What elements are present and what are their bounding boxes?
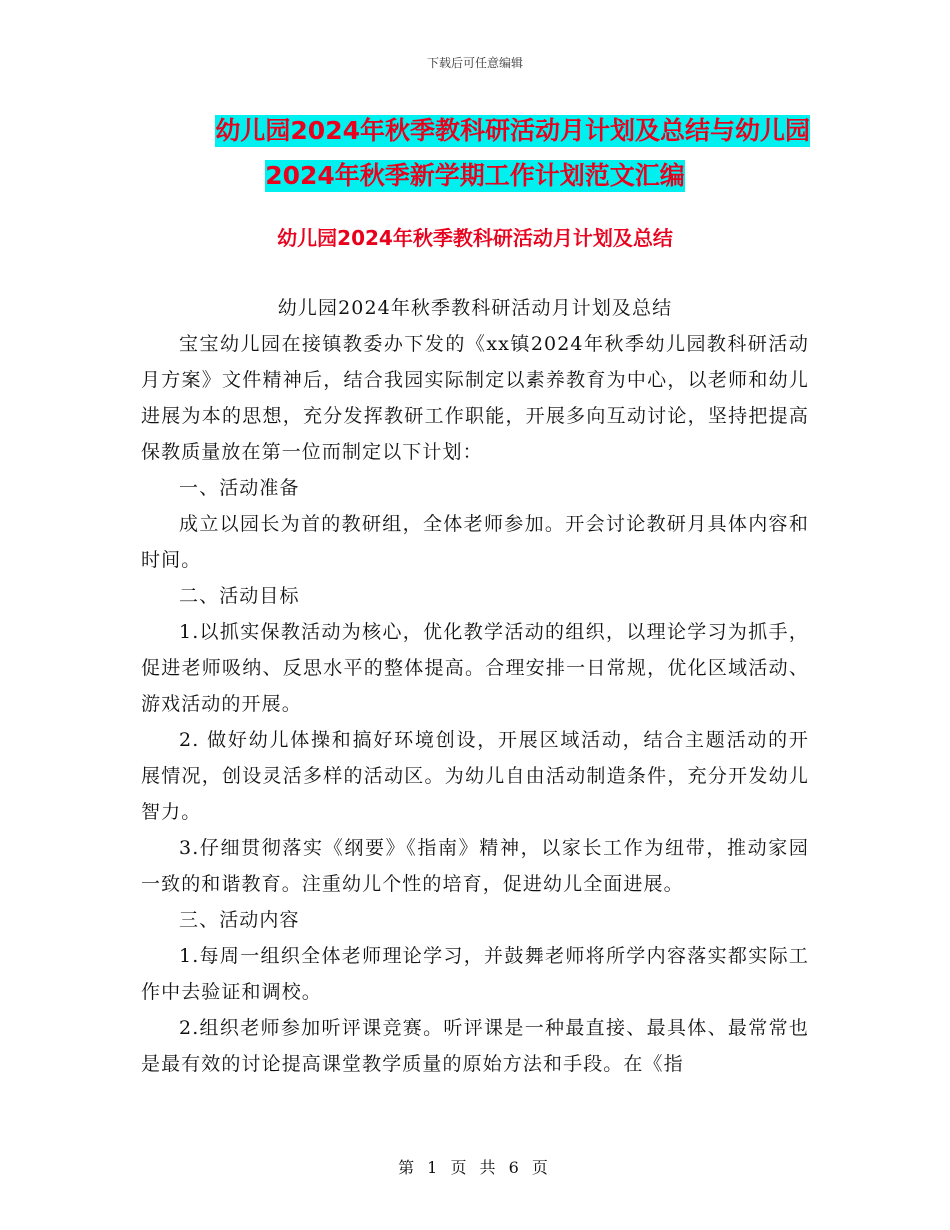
document-body	[141, 290, 809, 1082]
body-paragraph: 1.每周一组织全体老师理论学习，并鼓舞老师将所学内容落实都实际工作中去验证和调校。	[141, 945, 809, 1003]
header-note: 下载后可任意编辑	[426, 56, 523, 70]
section-title: 幼儿园2024年秋季教科研活动月计划及总结	[277, 226, 673, 250]
body-paragraph: 幼儿园2024年秋季教科研活动月计划及总结	[277, 297, 673, 319]
document-title-line-1	[140, 108, 810, 153]
document-title	[140, 108, 810, 198]
document-title-line-2	[140, 153, 810, 198]
title-highlight-1: 幼儿园2024年秋季教科研活动月计划及总结与幼儿园	[215, 116, 810, 145]
body-heading: 三、活动内容	[179, 909, 300, 931]
page-footer: 第 1 页 共 6 页	[398, 1158, 552, 1177]
body-paragraph: 2.组织老师参加听评课竞赛。听评课是一种最直接、最具体、最常常也是最有效的讨论提高课堂教学质量的原始方法和手段。在《指	[141, 1017, 809, 1075]
body-heading: 一、活动准备	[179, 477, 300, 499]
title-highlight-2: 2024年秋季新学期工作计划范文汇编	[265, 161, 685, 190]
body-paragraph: 2. 做好幼儿体操和搞好环境创设，开展区域活动，结合主题活动的开展情况，创设灵活多样的活动区。为幼儿自由活动制造条件，充分开发幼儿智力。	[141, 729, 809, 823]
body-paragraph: 1.以抓实保教活动为核心，优化教学活动的组织，以理论学习为抓手，促进老师吸纳、反思水平的整体提高。合理安排一日常规，优化区域活动、游戏活动的开展。	[141, 621, 809, 715]
body-heading: 二、活动目标	[179, 585, 300, 607]
body-paragraph: 成立以园长为首的教研组，全体老师参加。开会讨论教研月具体内容和时间。	[141, 513, 809, 571]
body-paragraph: 宝宝幼儿园在接镇教委办下发的《xx镇2024年秋季幼儿园教科研活动月方案》文件精神后，结合我园实际制定以素养教育为中心，以老师和幼儿进展为本的思想，充分发挥教研工作职能，开展多向互动讨论，坚持把提高保教质量放在第一位而制定以下计划：	[141, 333, 809, 463]
body-paragraph: 3.仔细贯彻落实《纲要》《指南》精神，以家长工作为纽带，推动家园一致的和谐教育。注重幼儿个性的培育，促进幼儿全面进展。	[141, 837, 809, 895]
